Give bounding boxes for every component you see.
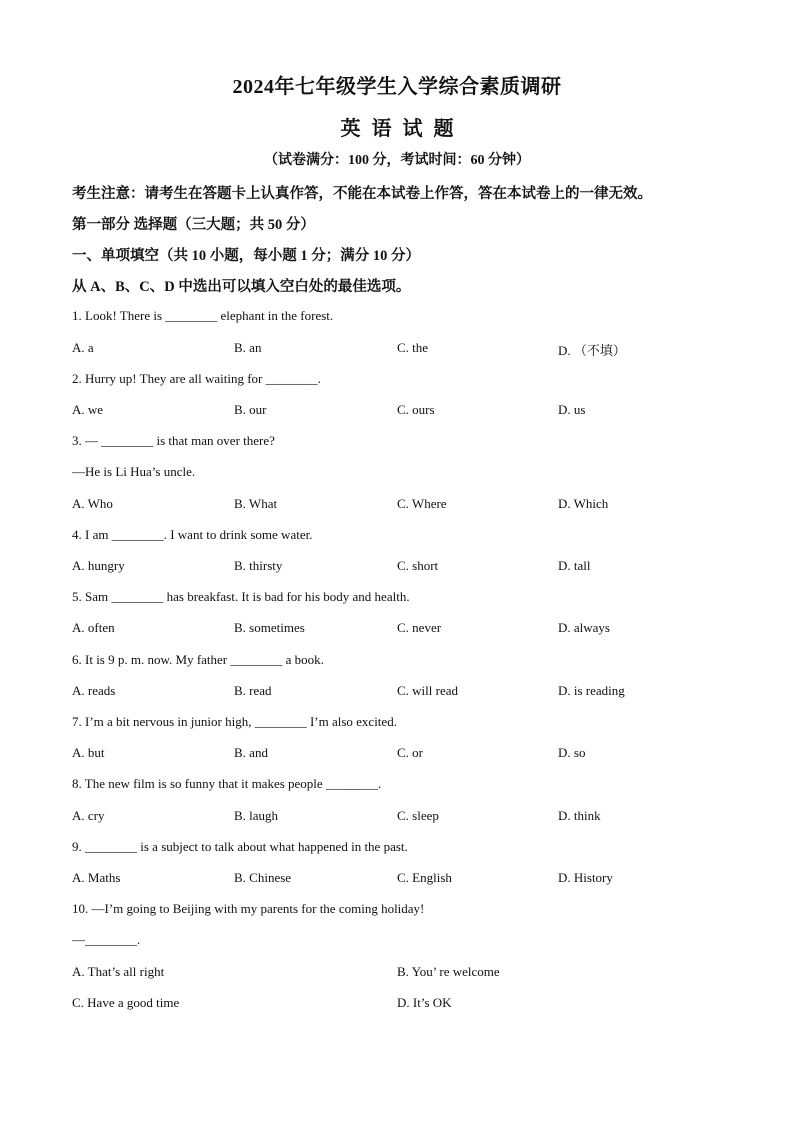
question-8: 8. The new film is so funny that it makes people ________. <box>72 776 382 791</box>
question-6: 6. It is 9 p. m. now. My father ________ a book. <box>72 652 324 667</box>
section-instruction: 从 A、B、C、D 中选出可以填入空白处的最佳选项。 <box>72 279 411 295</box>
question-9-option-b[interactable]: B. Chinese <box>234 870 292 885</box>
question-10: 10. —I’m going to Beijing with my parents for the coming holiday! <box>72 901 425 916</box>
question-5: 5. Sam ________ has breakfast. It is bad for his body and health. <box>72 589 410 604</box>
exam-notice: 考生注意：请考生在答题卡上认真作答，不能在本试卷上作答，答在本试卷上的一律无效。 <box>72 186 652 202</box>
question-5-option-c[interactable]: C. never <box>397 620 442 635</box>
question-8-option-a[interactable]: A. cry <box>72 808 105 823</box>
question-10-option-b[interactable]: B. You’ re welcome <box>397 964 500 979</box>
question-1-option-a[interactable]: A. a <box>72 340 94 355</box>
question-2-option-b[interactable]: B. our <box>234 402 267 417</box>
question-8-option-b[interactable]: B. laugh <box>234 808 279 823</box>
question-3-option-c[interactable]: C. Where <box>397 496 447 511</box>
question-7-option-c[interactable]: C. or <box>397 745 423 760</box>
question-5-option-b[interactable]: B. sometimes <box>234 620 305 635</box>
question-2: 2. Hurry up! They are all waiting for ________. <box>72 371 321 386</box>
question-7-option-d[interactable]: D. so <box>558 745 586 760</box>
question-6-option-c[interactable]: C. will read <box>397 683 459 698</box>
question-3-option-b[interactable]: B. What <box>234 496 278 511</box>
question-9-option-c[interactable]: C. English <box>397 870 452 885</box>
exam-title: 2024年七年级学生入学综合素质调研 <box>232 76 562 98</box>
question-1-option-b[interactable]: B. an <box>234 340 262 355</box>
question-1-option-c[interactable]: C. the <box>397 340 429 355</box>
question-8-option-c[interactable]: C. sleep <box>397 808 439 823</box>
question-3-option-d[interactable]: D. Which <box>558 496 609 511</box>
question-4-option-c[interactable]: C. short <box>397 558 439 573</box>
question-6-option-d[interactable]: D. is reading <box>558 683 625 698</box>
section-one-heading: 一、单项填空（共 10 小题，每小题 1 分；满分 10 分） <box>72 248 420 264</box>
question-5-option-d[interactable]: D. always <box>558 620 610 635</box>
question-4-option-a[interactable]: A. hungry <box>72 558 125 573</box>
part-one-heading: 第一部分 选择题（三大题；共 50 分） <box>72 217 315 233</box>
question-7: 7. I’m a bit nervous in junior high, ________ I’m also excited. <box>72 714 397 729</box>
question-1-option-d[interactable]: D. （不填） <box>558 343 626 358</box>
question-9-option-d[interactable]: D. History <box>558 870 613 885</box>
question-4-option-b[interactable]: B. thirsty <box>234 558 283 573</box>
question-1: 1. Look! There is ________ elephant in the forest. <box>72 308 334 323</box>
question-5-option-a[interactable]: A. often <box>72 620 115 635</box>
question-7-option-b[interactable]: B. and <box>234 745 268 760</box>
question-3-response: —He is Li Hua’s uncle. <box>72 464 196 479</box>
question-7-option-a[interactable]: A. but <box>72 745 105 760</box>
question-6-option-b[interactable]: B. read <box>234 683 272 698</box>
question-9: 9. ________ is a subject to talk about what happened in the past. <box>72 839 408 854</box>
exam-subject: 英 语 试 题 <box>340 118 454 140</box>
question-10-option-a[interactable]: A. That’s all right <box>72 964 165 979</box>
question-3-option-a[interactable]: A. Who <box>72 496 113 511</box>
question-2-option-d[interactable]: D. us <box>558 402 586 417</box>
question-10-option-d[interactable]: D. It’s OK <box>397 995 452 1010</box>
question-8-option-d[interactable]: D. think <box>558 808 601 823</box>
question-4-option-d[interactable]: D. tall <box>558 558 591 573</box>
question-4: 4. I am ________. I want to drink some water. <box>72 527 313 542</box>
question-6-option-a[interactable]: A. reads <box>72 683 116 698</box>
question-9-option-a[interactable]: A. Maths <box>72 870 121 885</box>
question-10-option-c[interactable]: C. Have a good time <box>72 995 180 1010</box>
question-10-response: —________. <box>72 932 141 947</box>
question-3: 3. — ________ is that man over there? <box>72 433 275 448</box>
question-2-option-c[interactable]: C. ours <box>397 402 435 417</box>
exam-info: （试卷满分：100 分，考试时间：60 分钟） <box>264 153 530 168</box>
question-2-option-a[interactable]: A. we <box>72 402 104 417</box>
